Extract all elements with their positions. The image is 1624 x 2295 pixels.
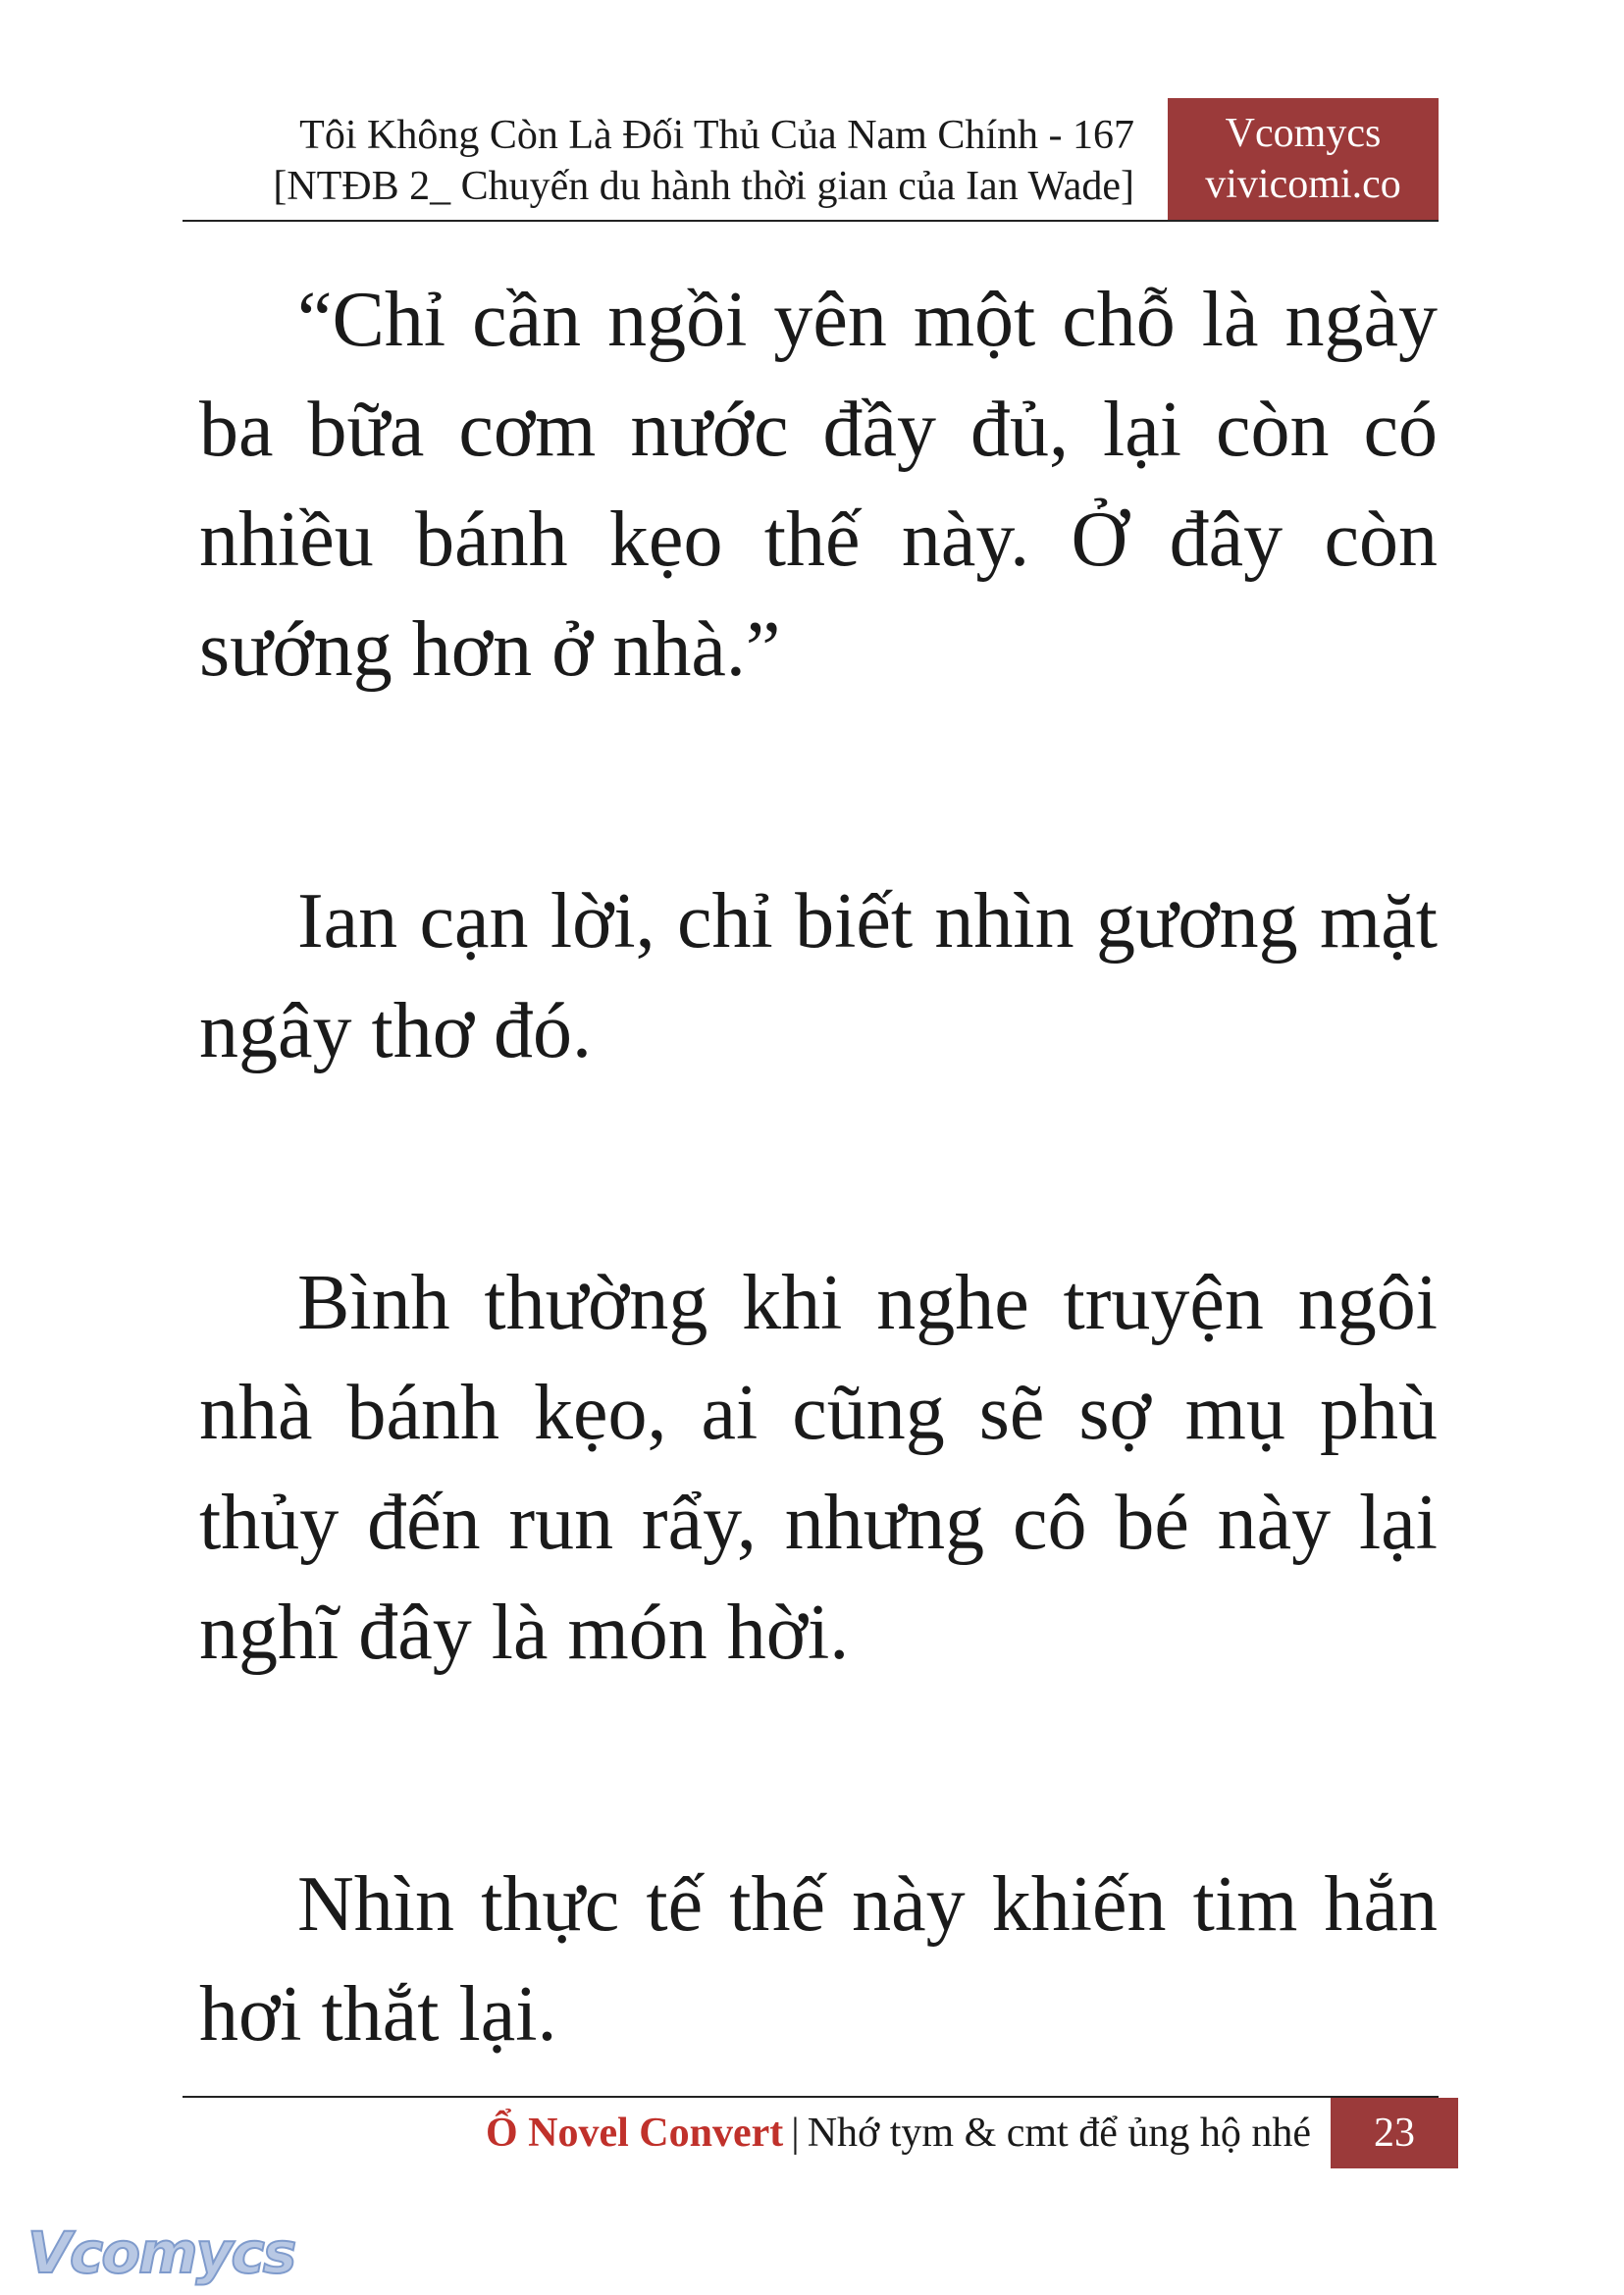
chapter-title — [273, 110, 1134, 212]
footer-brand: Ổ Novel Convert — [485, 2111, 784, 2156]
paragraph: Nhìn thực tế thế này khiến tim hắn hơi thắt lại. — [199, 1861, 1438, 2058]
chapter-title-line1: Tôi Không Còn Là Đối Thủ Của Nam Chính - 167 — [299, 113, 1134, 158]
paragraph: “Chỉ cần ngồi yên một chỗ là ngày ba bữa cơm nước đầy đủ, lại còn có nhiều bánh kẹo thế này. Ở đây còn sướng hơn ở nhà.” — [199, 277, 1438, 693]
chapter-title-line2: [NTĐB 2_ Chuyến du hành thời gian của Ian Wade] — [273, 164, 1134, 209]
page-number: 23 — [1331, 2098, 1458, 2168]
footer-message: Nhớ tym & cmt để ủng hộ nhé — [807, 2111, 1311, 2156]
header-brand-url: vivicomi.co — [1205, 162, 1401, 207]
page-content — [199, 265, 1438, 2069]
header-brand-name: Vcomycs — [1225, 111, 1382, 156]
header-divider — [183, 220, 1439, 222]
footer-text — [486, 2108, 1311, 2159]
footer-separator: | — [791, 2111, 800, 2156]
page-header — [183, 98, 1439, 220]
paragraph: Ian cạn lời, chỉ biết nhìn gương mặt ngây thơ đó. — [199, 878, 1438, 1074]
page-footer — [183, 2098, 1458, 2168]
paragraph: Bình thường khi nghe truyện ngôi nhà bánh kẹo, ai cũng sẽ sợ mụ phù thủy đến run rẩy, nhưng cô bé này lại nghĩ đây là món hời. — [199, 1260, 1438, 1676]
header-brand-box — [1168, 98, 1439, 220]
watermark-logo: Vcomycs — [27, 2219, 295, 2286]
